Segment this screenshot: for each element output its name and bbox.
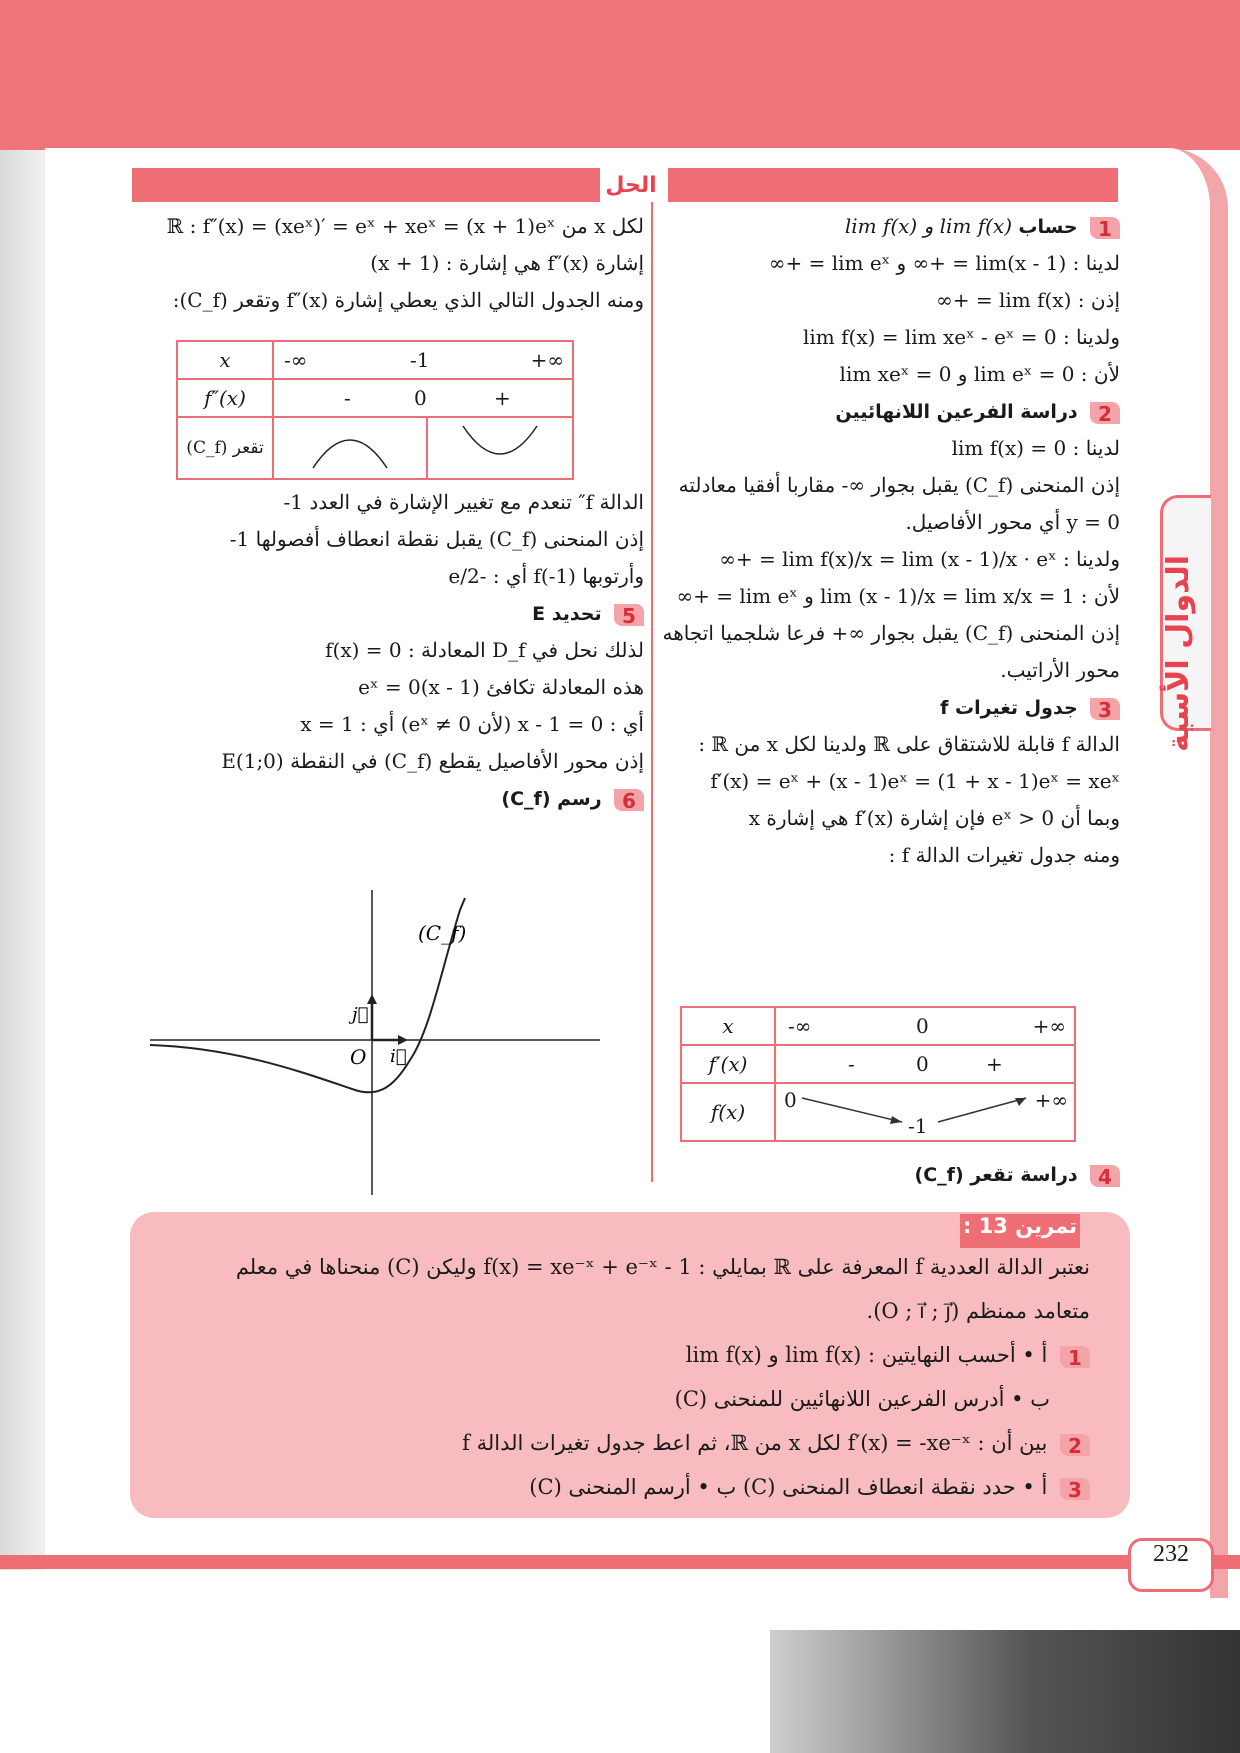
text-line: إذن المنحنى (C_f) يقبل بجوار ∞+ فرعا شلجميا اتجاهه [662, 621, 1120, 645]
chapter-title: الدوال الأسية [1161, 555, 1196, 752]
variation-table [680, 1006, 1076, 1142]
column-divider [651, 202, 653, 1182]
exercise-line: نعتبر الدالة العددية f المعرفة على ℝ بمايلي : f(x) = xe⁻ˣ + e⁻ˣ - 1 وليكن (C) منحناها في معلم [235, 1255, 1090, 1279]
left-column [132, 212, 644, 323]
text-line: وبما أن eˣ > 0 فإن إشارة f′(x) هي إشارة x [748, 806, 1120, 830]
text-line: إذن المنحنى (C_f) يقبل نقطة انعطاف أفصولها 1- [229, 527, 644, 551]
table-cell: 0 -1 +∞ [775, 1083, 1075, 1141]
text-line: ولدينا : lim f(x) = lim xeˣ - eˣ = 0 [803, 325, 1120, 349]
section-number: 3 [1090, 698, 1120, 720]
exercise-subquestion: ب • أدرس الفرعين اللانهائيين للمنحنى (C) [674, 1387, 1050, 1411]
exercise-question: 3 أ • حدد نقطة انعطاف المنحنى (C) ب • أرسم المنحنى (C) [160, 1472, 1090, 1502]
concave-down-cell [273, 417, 427, 479]
question-number: 2 [1060, 1434, 1090, 1456]
text-line: لدينا : lim(x - 1) = +∞ و lim eˣ = +∞ [768, 251, 1120, 275]
concave-up-shape [455, 422, 545, 470]
page-number: 232 [1128, 1538, 1214, 1592]
text-line: وأرتوبها f(-1) أي : -2/e [448, 564, 644, 588]
text-line: ومنه جدول تغيرات الدالة f : [888, 843, 1120, 867]
table-cell: - 0 + [273, 379, 573, 417]
question-number: 3 [1060, 1478, 1090, 1500]
section-4-block [668, 1160, 1120, 1197]
right-column [662, 212, 1120, 878]
j-label: j⃗ [352, 1004, 369, 1025]
table-cell: f′(x) [681, 1045, 775, 1083]
section-6-heading: 6 رسم (C_f) [132, 784, 644, 812]
text-line: أي : x - 1 = 0 (لأن eˣ ≠ 0) أي : x = 1 [300, 712, 644, 736]
text-line: إشارة f″(x) هي إشارة : (x + 1) [370, 251, 644, 275]
text-line: هذه المعادلة تكافئ (x - 1)eˣ = 0 [358, 675, 644, 699]
j-arrowhead [367, 994, 377, 1004]
concave-down-shape [305, 422, 395, 470]
table-cell: f″(x) [177, 379, 273, 417]
section-2-heading: 2 دراسة الفرعين اللانهائيين [668, 397, 1120, 425]
exercise-question: 2 بين أن : f′(x) = -xe⁻ˣ لكل x من ℝ، ثم اعط جدول تغيرات الدالة f [160, 1428, 1090, 1458]
table-cell: تقعر (C_f) [177, 417, 273, 479]
text-line: إذن المنحنى (C_f) يقبل بجوار ∞- مقاربا أفقيا معادلته [678, 473, 1120, 497]
table-cell: - 0 + [775, 1045, 1075, 1083]
text-line: لذلك نحل في D_f المعادلة : f(x) = 0 [325, 638, 644, 662]
i-label: i⃗ [390, 1046, 407, 1067]
text-line: y = 0 أي محور الأفاصيل. [905, 510, 1120, 534]
text-line: الدالة f قابلة للاشتقاق على ℝ ولدينا لكل x من ℝ : [698, 732, 1120, 756]
exercise-label: تمرين 13 : [960, 1214, 1080, 1248]
section-number: 1 [1090, 217, 1120, 239]
table-cell: x [681, 1007, 775, 1045]
text-line: إذن : lim f(x) = +∞ [936, 288, 1120, 312]
left-column-continued [132, 488, 644, 821]
text-line: الدالة f″ تنعدم مع تغيير الإشارة في العدد 1- [283, 490, 644, 514]
solution-tab: الحل [600, 166, 662, 206]
exercise-question: 1 أ • أحسب النهايتين : lim f(x) و lim f(x) [160, 1340, 1090, 1370]
book-spine-shadow [0, 150, 50, 1570]
text-line: f′(x) = eˣ + (x - 1)eˣ = (1 + x - 1)eˣ = xeˣ [710, 769, 1120, 793]
origin-label: O [350, 1045, 367, 1069]
section-number: 5 [614, 604, 644, 626]
question-number: 1 [1060, 1346, 1090, 1368]
exercise-text [160, 1252, 1090, 1516]
section-1-heading: 1 حساب lim f(x) و lim f(x) [668, 212, 1120, 240]
table-cell: -∞ -1 +∞ [273, 341, 573, 379]
i-arrowhead [398, 1035, 408, 1045]
text-line: لكل x من ℝ : f″(x) = (xeˣ)′ = eˣ + xeˣ = (x + 1)eˣ [166, 214, 644, 238]
text-line: محور الأراتيب. [1000, 658, 1120, 682]
section-3-heading: 3 جدول تغيرات f [668, 693, 1120, 721]
text-line: إذن محور الأفاصيل يقطع (C_f) في النقطة E(1;0) [221, 749, 644, 773]
text-line: لأن : lim eˣ = 0 و lim xeˣ = 0 [839, 362, 1120, 386]
bottom-bar [0, 1555, 1240, 1569]
section-5-heading: 5 تحديد E [132, 599, 644, 627]
curve-label: (C_f) [418, 921, 467, 945]
table-cell: x [177, 341, 273, 379]
text-line: لأن : lim (x - 1)/x = lim x/x = 1 و lim eˣ = +∞ [676, 584, 1120, 608]
concavity-table [176, 340, 574, 480]
section-number: 4 [1090, 1165, 1120, 1187]
concave-up-cell [427, 417, 573, 479]
solution-header-bar [132, 168, 658, 202]
table-cell: f(x) [681, 1083, 775, 1141]
variation-arrows [776, 1084, 1076, 1142]
right-header-bar [668, 168, 1118, 202]
function-graph [140, 880, 610, 1200]
text-line: ومنه الجدول التالي الذي يعطي إشارة f″(x) وتقعر (C_f): [172, 288, 644, 312]
exercise-line: متعامد ممنظم (O ; i⃗ ; j⃗). [866, 1299, 1090, 1323]
text-line: ولدينا : lim f(x)/x = lim (x - 1)/x · eˣ = +∞ [719, 547, 1120, 571]
section-4-heading: 4 دراسة تقعر (C_f) [668, 1160, 1120, 1188]
top-color-band [0, 0, 1240, 150]
table-cell: -∞ 0 +∞ [775, 1007, 1075, 1045]
section-number: 2 [1090, 402, 1120, 424]
text-line: لدينا : lim f(x) = 0 [951, 436, 1120, 460]
section-number: 6 [614, 789, 644, 811]
scan-shadow [770, 1630, 1240, 1753]
